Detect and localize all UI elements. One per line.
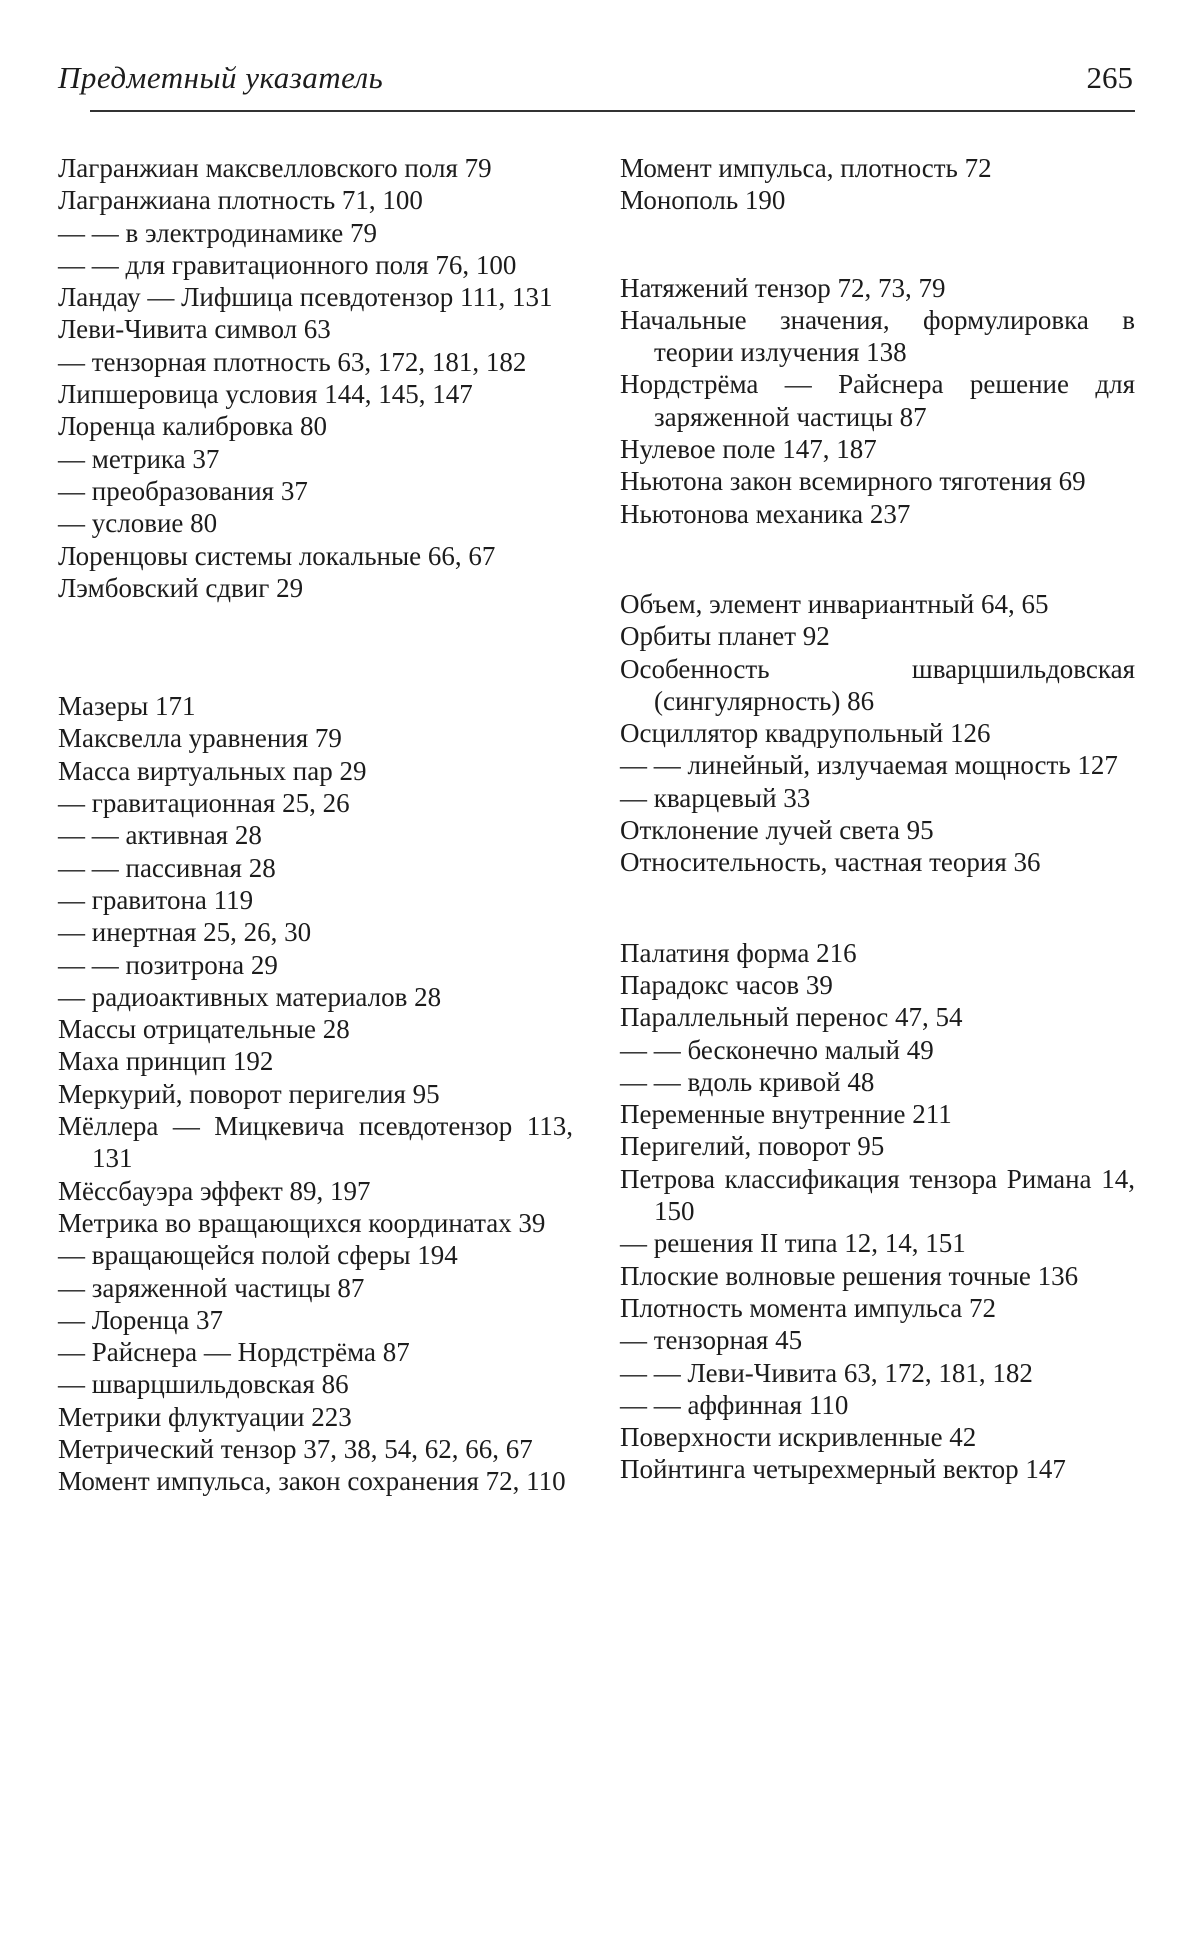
- index-entry: — — вдоль кривой 48: [620, 1066, 875, 1097]
- index-entry: Ньютона закон всемирного тяготения 69: [620, 466, 1086, 497]
- index-entry: — условие 80: [58, 508, 218, 539]
- index-entry: — тензорная 45: [620, 1325, 803, 1356]
- index-column-left: [58, 152, 573, 1498]
- index-entry: Лоренцовы системы локальные 66, 67: [58, 540, 496, 571]
- index-entry: — гравитационная 25, 26: [58, 788, 350, 819]
- index-entry: — — для гравитационного поля 76, 100: [58, 249, 517, 280]
- index-letter-section: [620, 272, 1135, 530]
- index-entry: Мазеры 171: [58, 691, 196, 722]
- index-entry: Мёллера — Мицкевича псевдотензор 113, 131: [58, 1111, 573, 1174]
- index-entry: Относительность, частная теория 36: [620, 847, 1041, 878]
- index-entry: — тензорная плотность 63, 172, 181, 182: [58, 346, 527, 377]
- index-letter-section: [620, 588, 1135, 879]
- index-entry: Лагранжиана плотность 71, 100: [58, 185, 423, 216]
- index-entry: — Лоренца 37: [58, 1304, 224, 1335]
- index-entry: Массы отрицательные 28: [58, 1014, 350, 1045]
- index-entry: Мёссбауэра эффект 89, 197: [58, 1175, 371, 1206]
- index-entry: Метрики флуктуации 223: [58, 1401, 352, 1432]
- index-entry: — шварцшильдовская 86: [58, 1369, 349, 1400]
- index-entry: Натяжений тензор 72, 73, 79: [620, 272, 946, 303]
- index-letter-section: [620, 937, 1135, 1486]
- index-entry: — заряженной частицы 87: [58, 1272, 365, 1303]
- index-entry: Пойнтинга четырехмерный вектор 147: [620, 1454, 1066, 1485]
- index-entry: — — пассивная 28: [58, 852, 276, 883]
- index-entry: — решения II типа 12, 14, 151: [620, 1228, 966, 1259]
- index-entry: — инертная 25, 26, 30: [58, 917, 312, 948]
- index-entry: Объем, элемент инвариантный 64, 65: [620, 588, 1049, 619]
- index-entry: Параллельный перенос 47, 54: [620, 1002, 963, 1033]
- index-entry: Нулевое поле 147, 187: [620, 434, 877, 465]
- index-entry: Момент импульса, закон сохранения 72, 110: [58, 1466, 566, 1497]
- index-entry: Особенность шварцшильдовская (сингулярность) 86: [620, 653, 1135, 716]
- index-entry: — радиоактивных материалов 28: [58, 981, 442, 1012]
- index-entry: Орбиты планет 92: [620, 621, 830, 652]
- page-number: 265: [1086, 60, 1133, 95]
- index-entry: — — линейный, излучаемая мощность 127: [620, 750, 1118, 781]
- index-entry: Маха принцип 192: [58, 1046, 274, 1077]
- index-entry: Лэмбовский сдвиг 29: [58, 572, 304, 603]
- index-entry: Метрический тензор 37, 38, 54, 62, 66, 67: [58, 1433, 533, 1464]
- index-entry: Начальные значения, формулировка в теории излучения 138: [620, 304, 1135, 368]
- index-entry: — метрика 37: [58, 443, 220, 474]
- index-letter-section: [58, 152, 573, 604]
- index-entry: — — Леви-Чивита 63, 172, 181, 182: [620, 1357, 1033, 1388]
- index-entry: — вращающейся полой сферы 194: [58, 1240, 458, 1271]
- index-letter-section: [58, 690, 573, 1497]
- index-entry: Плоские волновые решения точные 136: [620, 1260, 1079, 1291]
- index-entry: Нордстрёма — Райснера решение для заряженной частицы 87: [620, 369, 1135, 432]
- index-entry: — — активная 28: [58, 820, 262, 851]
- running-header-title: Предметный указатель: [58, 60, 384, 95]
- index-entry: Леви-Чивита символ 63: [58, 314, 331, 345]
- index-entry: Ньютонова механика 237: [620, 498, 911, 529]
- header-rule: [90, 110, 1135, 112]
- index-letter-section: [620, 152, 1135, 217]
- running-header: [58, 60, 1133, 100]
- index-entry: Метрика во вращающихся координатах 39: [58, 1207, 546, 1238]
- index-entry: Парадокс часов 39: [620, 969, 833, 1000]
- index-entry: Меркурий, поворот перигелия 95: [58, 1078, 440, 1109]
- index-entry: Липшеровица условия 144, 145, 147: [58, 379, 473, 410]
- index-entry: Максвелла уравнения 79: [58, 723, 342, 754]
- index-entry: Палатиня форма 216: [620, 937, 857, 968]
- index-entry: Лагранжиан максвелловского поля 79: [58, 153, 492, 183]
- index-entry: Переменные внутренние 211: [620, 1099, 952, 1130]
- index-entry: Плотность момента импульса 72: [620, 1292, 996, 1323]
- index-entry: Масса виртуальных пар 29: [58, 755, 367, 786]
- index-entry: — — позитрона 29: [58, 949, 278, 980]
- index-entry: — — аффинная 110: [620, 1389, 849, 1420]
- index-entry: Осциллятор квадрупольный 126: [620, 718, 991, 749]
- index-entry: Отклонение лучей света 95: [620, 815, 934, 846]
- index-entry: — — бесконечно малый 49: [620, 1034, 934, 1065]
- index-entry: — гравитона 119: [58, 884, 254, 915]
- index-entry: — кварцевый 33: [620, 782, 811, 813]
- index-entry: — преобразования 37: [58, 475, 308, 506]
- index-entry: Ландау — Лифшица псевдотензор 111, 131: [58, 282, 553, 313]
- index-entry: — Райснера — Нордстрёма 87: [58, 1337, 410, 1368]
- index-entry: Лоренца калибровка 80: [58, 411, 328, 442]
- index-entry: — — в электродинамике 79: [58, 217, 378, 248]
- index-entry: Петрова классификация тензора Римана 14, 150: [620, 1163, 1135, 1227]
- index-entry: Поверхности искривленные 42: [620, 1422, 977, 1453]
- index-entry: Монополь 190: [620, 185, 786, 216]
- index-entry: Перигелий, поворот 95: [620, 1131, 885, 1162]
- index-column-right: [620, 152, 1135, 1486]
- index-entry: Момент импульса, плотность 72: [620, 153, 992, 183]
